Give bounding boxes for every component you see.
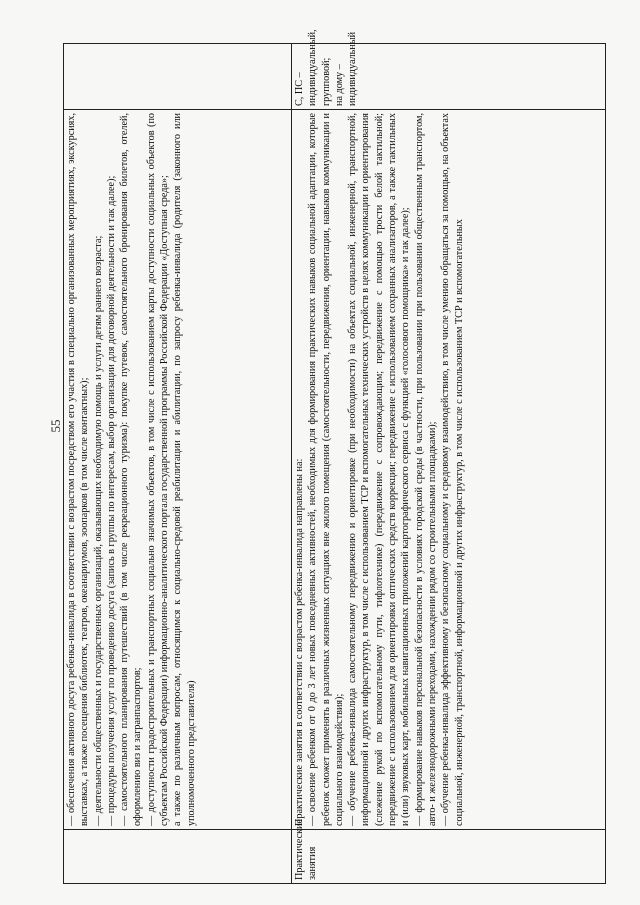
table-row bbox=[64, 44, 292, 884]
row1-form-cell bbox=[64, 44, 292, 110]
paragraph: — процедуры получения услуг по проведению досуга (запись в группы по интересам, выбор организации для договорной деятельности и так далее); bbox=[105, 175, 117, 826]
paragraph: — освоение ребенком от 0 до 3 лет новых повседневных активностей, необходимых для формирования практических навыков социальной адаптации, которые ребенок сможет применять в различных жизненных ситуациях вне жилого помещения (самостоятельности, передвижения, ориентации, навыков коммуникации и социального взаимодействия); bbox=[307, 113, 345, 826]
paragraph: а также по различным вопросам, относящимся к социально-средовой реабилитации и абилитации, по запросу ребенка-инвалида (родителя (законного или уполномоченного представителя) bbox=[172, 113, 197, 826]
paragraph: — деятельности общественных и государственных организаций, оказывающих необходимую помощь и услуги детям раннего возраста; bbox=[92, 235, 104, 826]
paragraph: — обучение ребенка-инвалида эффективному и безопасному социальному и средовому взаимодействию, в том числе умению обращаться за помощью, на объектах социальной, инженерной, транспортной, информационной и других инфраструктур, в том числе с использованием ТСР и вспомогательных bbox=[440, 113, 465, 826]
row1-content-cell bbox=[64, 110, 292, 830]
paragraph: — доступности градостроительных и транспортных социально значимых объектов, в том числе с использованием карты доступности социальных объектов (по субъектам Российской Федерации) информационно-аналитического портала государственной программы Российской Федерации «Доступная среда»; bbox=[145, 113, 171, 826]
paragraph: Практические занятия в соответствии с возрастом ребенка-инвалида направлены на: bbox=[294, 458, 305, 826]
paragraph: — обучение ребенка-инвалида самостоятельному передвижению и ориентировке (при необходимости) на объектах социальной, инженерной, транспортной, информационной и других инфраструктур, в том числе с использованием ТСР и вспомогательных технических устройств в целях коммуникации и ориентирования (слежение рукой по вспомогательному пути, тифлотехнике) (передвижение с сопровождающим; передвижение с помощью трости белой тактильной; передвижение с использованием для ориентировки оптических средств коррекции; передвижение с использованием сохранных анализаторов, а также тактильных и (или) звуковых карт, мобильных навигационных приложений картографического сервиса с функцией «голосового помощника» и так далее); bbox=[347, 113, 412, 826]
document-table bbox=[63, 29, 606, 884]
rotated-table-region bbox=[63, 29, 605, 884]
row2-content-cell bbox=[292, 110, 606, 830]
row1-type-cell bbox=[64, 830, 292, 884]
paragraph: — самостоятельного планирования путешествий (в том числе рекреационного туризма): покупке путевок, самостоятельного бронирования билетов, отелей, оформлению виз и загранпаспортов; bbox=[119, 113, 144, 826]
paragraph: — формирование навыков персональной безопасности в условиях городской среды (в частности, при пользовании при пользовании общественным транспортом, авто- и железнодорожными переходами, нахождении рядом со строительными площадками); bbox=[413, 113, 438, 826]
row2-form-cell: С, ПС – индивидуальный, групповой; на дому – индивидуальный bbox=[292, 44, 606, 110]
paragraph: — обеспечения активного досуга ребенка-инвалида в соответствии с возрастом посредством его участия в специально организованных мероприятиях, экскурсиях, выставках, а также посещения библиотек, театров, океанариумов, зоопарков (в том числе контактных); bbox=[66, 113, 91, 826]
row2-type-cell: Практические занятия bbox=[292, 830, 606, 884]
page-number: 55 bbox=[48, 419, 63, 433]
table-row bbox=[292, 44, 606, 884]
